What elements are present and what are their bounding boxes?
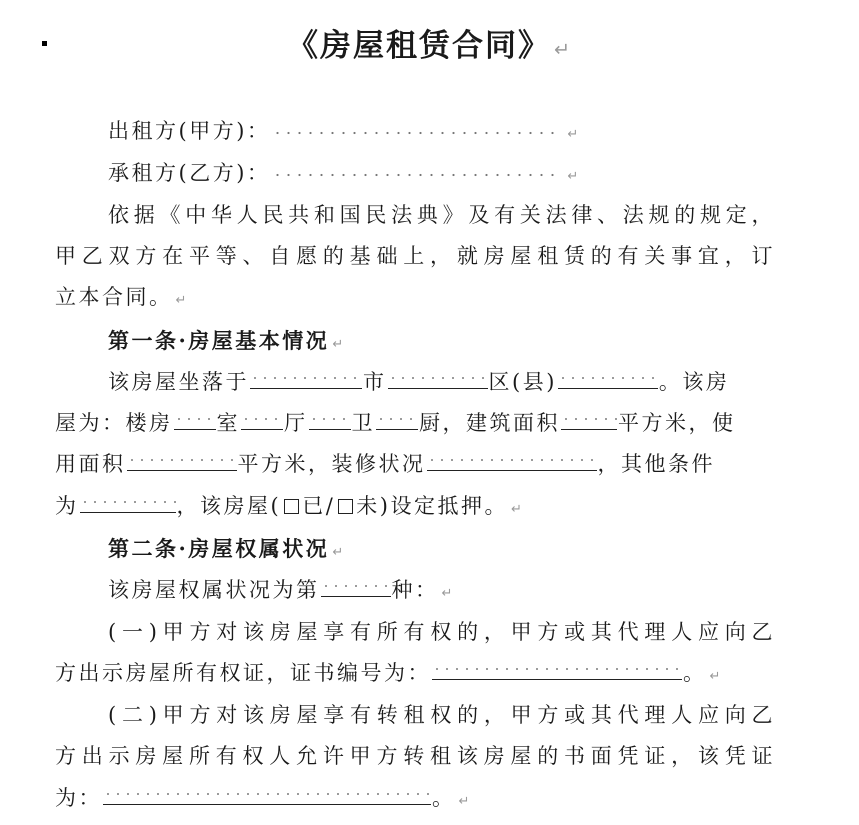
article-2-heading	[108, 528, 775, 569]
lessee-line[interactable]	[108, 153, 775, 194]
sublease-clause-2: 方出示房屋所有权人允许甲方转租该房屋的书面凭证，该凭证	[55, 744, 775, 768]
article-2-line-6	[55, 778, 775, 819]
other-conditions-label: ，其他条件	[597, 452, 715, 476]
mortgaged-option: 已/	[302, 494, 336, 518]
sublease-clause-1: (二)甲方对该房屋享有转租权的，甲方或其代理人应向乙	[108, 703, 775, 727]
usable-area-label: 用面积	[55, 452, 126, 476]
lessor-line[interactable]	[108, 111, 775, 152]
certificate-number-blank[interactable]	[432, 659, 682, 680]
baths-blank[interactable]	[309, 409, 351, 430]
intro-line-1	[108, 195, 775, 236]
certificate-label: 方出示房屋所有权证，证书编号为：	[55, 661, 431, 685]
article-2-title: 第二条·房屋权属状况	[108, 536, 330, 561]
building-area-suffix: 平方米，使	[618, 411, 736, 435]
article-1-line-3	[55, 444, 775, 485]
usable-area-blank[interactable]	[127, 450, 237, 471]
rooms-blank[interactable]	[174, 409, 216, 430]
paragraph-mark-icon: ↵	[332, 337, 346, 352]
lessee-label: 承租方(乙方)：	[108, 161, 271, 185]
not-mortgaged-checkbox[interactable]	[338, 499, 353, 514]
sublease-proof-blank[interactable]	[103, 784, 431, 805]
address-blank[interactable]	[558, 368, 658, 389]
halls-suffix: 厅	[284, 411, 308, 435]
halls-blank[interactable]	[241, 409, 283, 430]
rooms-suffix: 室	[216, 411, 240, 435]
sublease-proof-label: 为：	[55, 786, 102, 810]
decoration-blank[interactable]	[427, 450, 597, 471]
paragraph-mark-icon: ↵	[567, 169, 581, 184]
lessor-label: 出租方(甲方)：	[108, 119, 271, 143]
document-title	[0, 22, 859, 74]
district-suffix: 区(县)	[488, 370, 557, 394]
article-1-title: 第一条·房屋基本情况	[108, 328, 330, 353]
building-area-blank[interactable]	[561, 409, 617, 430]
article-2-line-3	[55, 653, 775, 694]
city-blank[interactable]	[250, 368, 362, 389]
lessee-fill-field[interactable]	[272, 165, 562, 185]
intro-line-2	[55, 236, 775, 277]
ownership-type-label: 该房屋权属状况为第	[108, 578, 320, 602]
article-1-line-1	[108, 362, 775, 403]
paragraph-mark-icon: ↵	[709, 669, 723, 684]
article-2-line-1	[108, 570, 775, 611]
district-blank[interactable]	[388, 368, 488, 389]
other-conditions-blank[interactable]	[80, 492, 176, 513]
mortgage-label: ，该房屋(	[176, 494, 282, 518]
article-2-line-2	[108, 612, 775, 653]
intro-text-3: 立本合同。	[55, 285, 173, 309]
paragraph-mark-icon: ↵	[553, 38, 573, 61]
lessor-fill-field[interactable]	[272, 123, 562, 143]
paragraph-mark-icon: ↵	[441, 586, 455, 601]
article-1-line-2	[55, 403, 775, 444]
not-mortgaged-option: 未)设定抵押。	[356, 494, 508, 518]
kitchens-suffix: 厨，建筑面积	[419, 411, 560, 435]
intro-text-1: 依据《中华人民共和国民法典》及有关法律、法规的规定，	[108, 203, 775, 227]
article-2-line-5	[55, 736, 775, 777]
certificate-end: 。	[683, 661, 707, 685]
house-type-label: 屋为：楼房	[55, 411, 173, 435]
intro-text-2: 甲乙双方在平等、自愿的基础上，就房屋租赁的有关事宜，订	[55, 244, 775, 268]
sublease-proof-end: 。	[432, 786, 456, 810]
article-2-line-4	[108, 695, 775, 736]
paragraph-mark-icon: ↵	[332, 545, 346, 560]
other-conditions-prefix: 为	[55, 494, 79, 518]
paragraph-mark-icon: ↵	[510, 502, 525, 517]
location-label: 该房屋坐落于	[108, 370, 249, 394]
title-text: 《房屋租赁合同》	[286, 28, 551, 64]
paragraph-mark-icon: ↵	[567, 127, 581, 142]
article-1-heading	[108, 320, 775, 361]
city-suffix: 市	[363, 370, 387, 394]
ownership-clause-1: (一)甲方对该房屋享有所有权的，甲方或其代理人应向乙	[108, 620, 775, 644]
baths-suffix: 卫	[351, 411, 375, 435]
paragraph-mark-icon: ↵	[175, 293, 189, 308]
article-1-line-4	[55, 486, 775, 527]
mortgaged-checkbox[interactable]	[284, 499, 299, 514]
intro-line-3	[55, 277, 775, 318]
location-tail: 。该房	[658, 370, 730, 394]
ownership-type-suffix: 种：	[391, 578, 439, 602]
kitchens-blank[interactable]	[376, 409, 418, 430]
paragraph-mark-icon: ↵	[458, 794, 472, 809]
decoration-label: 平方米，装修状况	[237, 452, 426, 476]
ownership-type-blank[interactable]	[321, 576, 391, 597]
